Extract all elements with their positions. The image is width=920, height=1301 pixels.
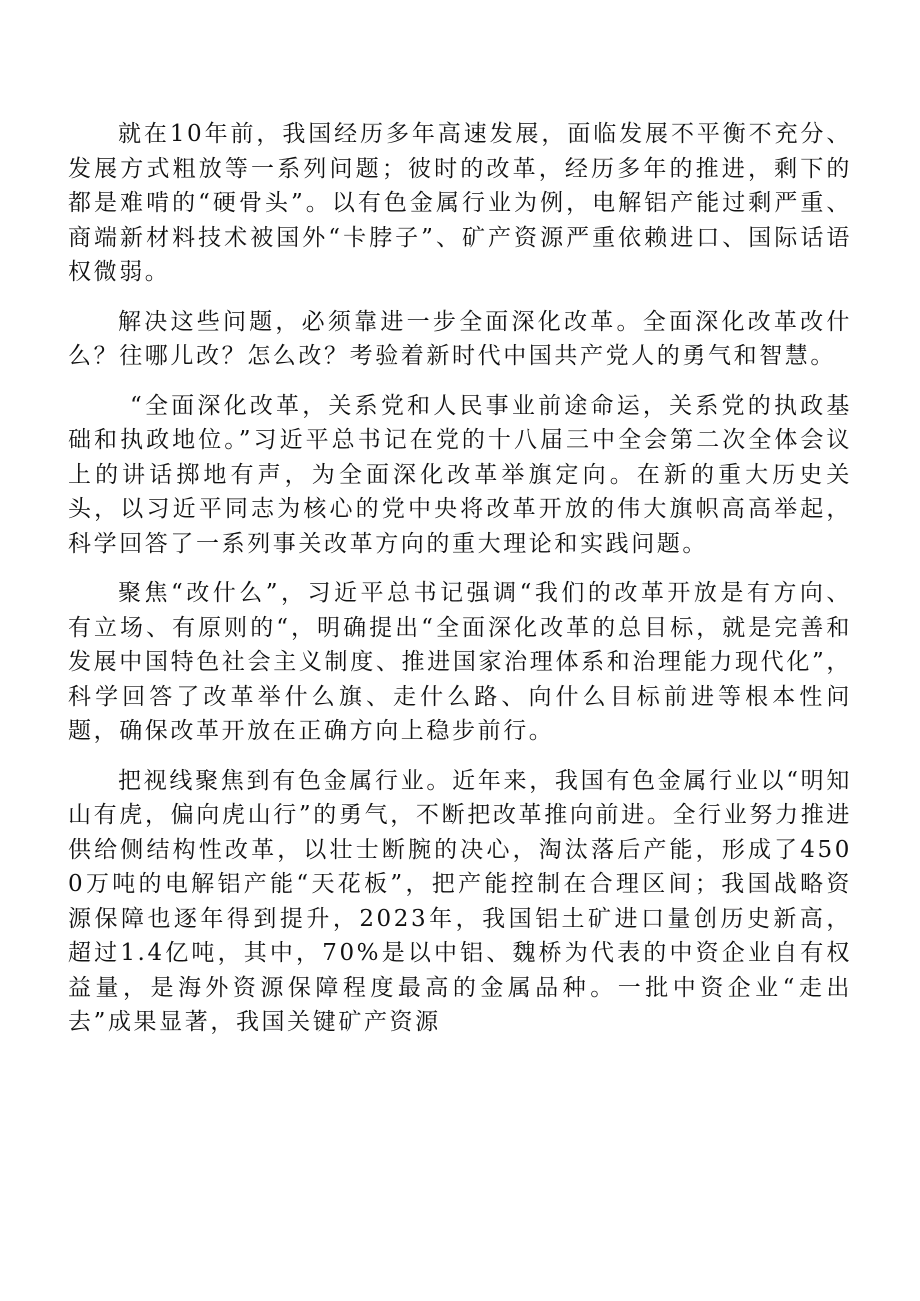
paragraph-5: 把视线聚焦到有色金属行业。近年来，我国有色金属行业以“明知山有虎，偏向虎山行”的勇气，不断把改革推向前进。全行业努力推进供给侧结构性改革，以壮士断腕的决心，淘汰落后产能，形成了4500万吨的电解铝产能“天花板”，把产能控制在合理区间；我国战略资源保障也逐年得到提升，2023年，我国铝土矿进口量创历史新高，超过1.4亿吨，其中，70%是以中铝、魏桥为代表的中资企业自有权益量，是海外资源保障程度最高的金属品种。一批中资企业“走出去”成果显著，我国关键矿产资源 <box>68 767 852 1035</box>
paragraph-4: 聚焦“改什么”，习近平总书记强调“我们的改革开放是有方向、有立场、有原则的“，明确提出“全面深化改革的总目标，就是完善和发展中国特色社会主义制度、推进国家治理体系和治理能力现代化”，科学回答了改革举什么旗、走什么路、向什么目标前进等根本性问题，确保改革开放在正确方向上稳步前行。 <box>68 580 852 744</box>
document-body <box>68 117 852 1040</box>
paragraph-3: “全面深化改革，关系党和人民事业前途命运，关系党的执政基础和执政地位。”习近平总书记在党的十八届三中全会第二次全体会议上的讲话掷地有声，为全面深化改革举旗定向。在新的重大历史关头，以习近平同志为核心的党中央将改革开放的伟大旗帜高高举起，科学回答了一系列事关改革方向的重大理论和实践问题。 <box>68 392 852 557</box>
paragraph-1: 就在10年前，我国经历多年高速发展，面临发展不平衡不充分、发展方式粗放等一系列问题；彼时的改革，经历多年的推进，剩下的都是难啃的“硬骨头”。以有色金属行业为例，电解铝产能过剩严重、商端新材料技术被国外“卡脖子”、矿产资源严重依赖进口、国际话语权微弱。 <box>68 121 852 285</box>
paragraph-2: 解决这些问题，必须靠进一步全面深化改革。全面深化改革改什么？往哪儿改？怎么改？考验着新时代中国共产党人的勇气和智慧。 <box>68 308 852 369</box>
